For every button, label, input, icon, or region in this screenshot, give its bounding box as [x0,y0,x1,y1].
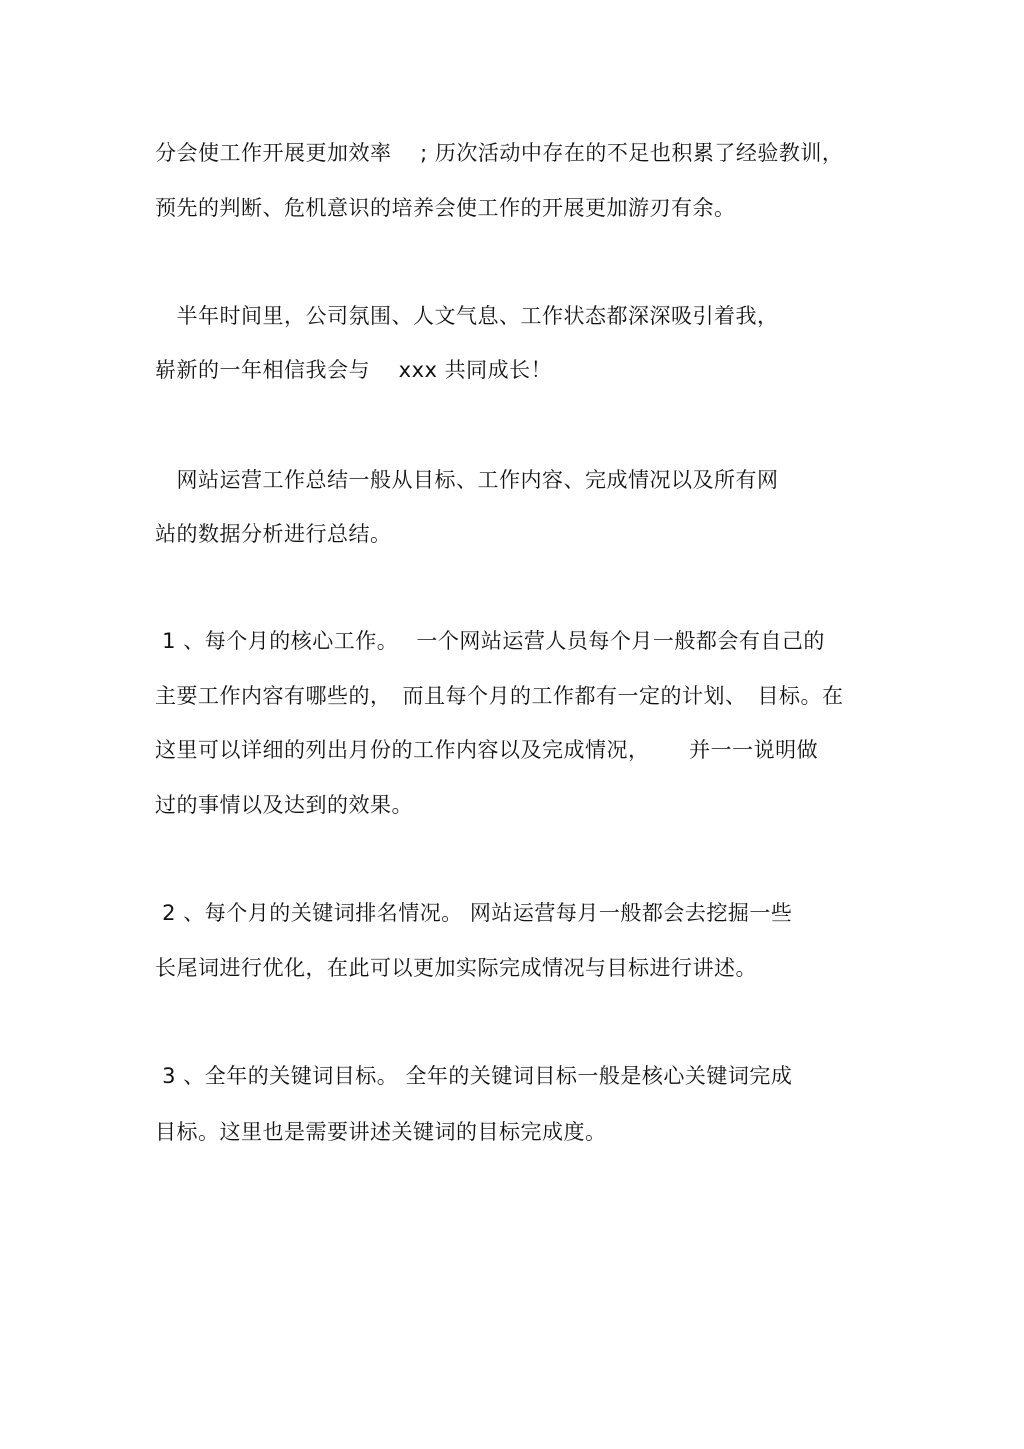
text-line: 3 、全年的关键词目标。 全年的关键词目标一般是核心关键词完成 [155,1064,793,1088]
text-line: 目标。这里也是需要讲述关键词的目标完成度。 [155,1120,607,1144]
text-line: 崭新的一年相信我会与 xxx 共同成长！ [155,358,553,382]
text-line: 预先的判断、危机意识的培养会使工作的开展更加游刃有余。 [155,196,736,220]
text-line: 长尾词进行优化，在此可以更加实际完成情况与目标进行讲述。 [155,956,757,980]
text-line: 站的数据分析进行总结。 [155,522,392,546]
text-line: 半年时间里，公司氛围、人文气息、工作状态都深深吸引着我， [155,304,779,328]
text-line: 2 、每个月的关键词排名情况。 网站运营每月一般都会去挖掘一些 [155,901,793,925]
text-line: 网站运营工作总结一般从目标、工作内容、完成情况以及所有网 [155,468,779,492]
text-line: 这里可以详细的列出月份的工作内容以及完成情况， 并一一说明做 [155,738,819,762]
text-line: 1 、每个月的核心工作。 一个网站运营人员每个月一般都会有自己的 [155,629,825,653]
text-line: 分会使工作开展更加效率 ; 历次活动中存在的不足也积累了经验教训， [155,141,844,165]
text-line: 主要工作内容有哪些的， 而且每个月的工作都有一定的计划、 目标。在 [155,684,844,708]
text-line: 过的事情以及达到的效果。 [155,793,413,817]
